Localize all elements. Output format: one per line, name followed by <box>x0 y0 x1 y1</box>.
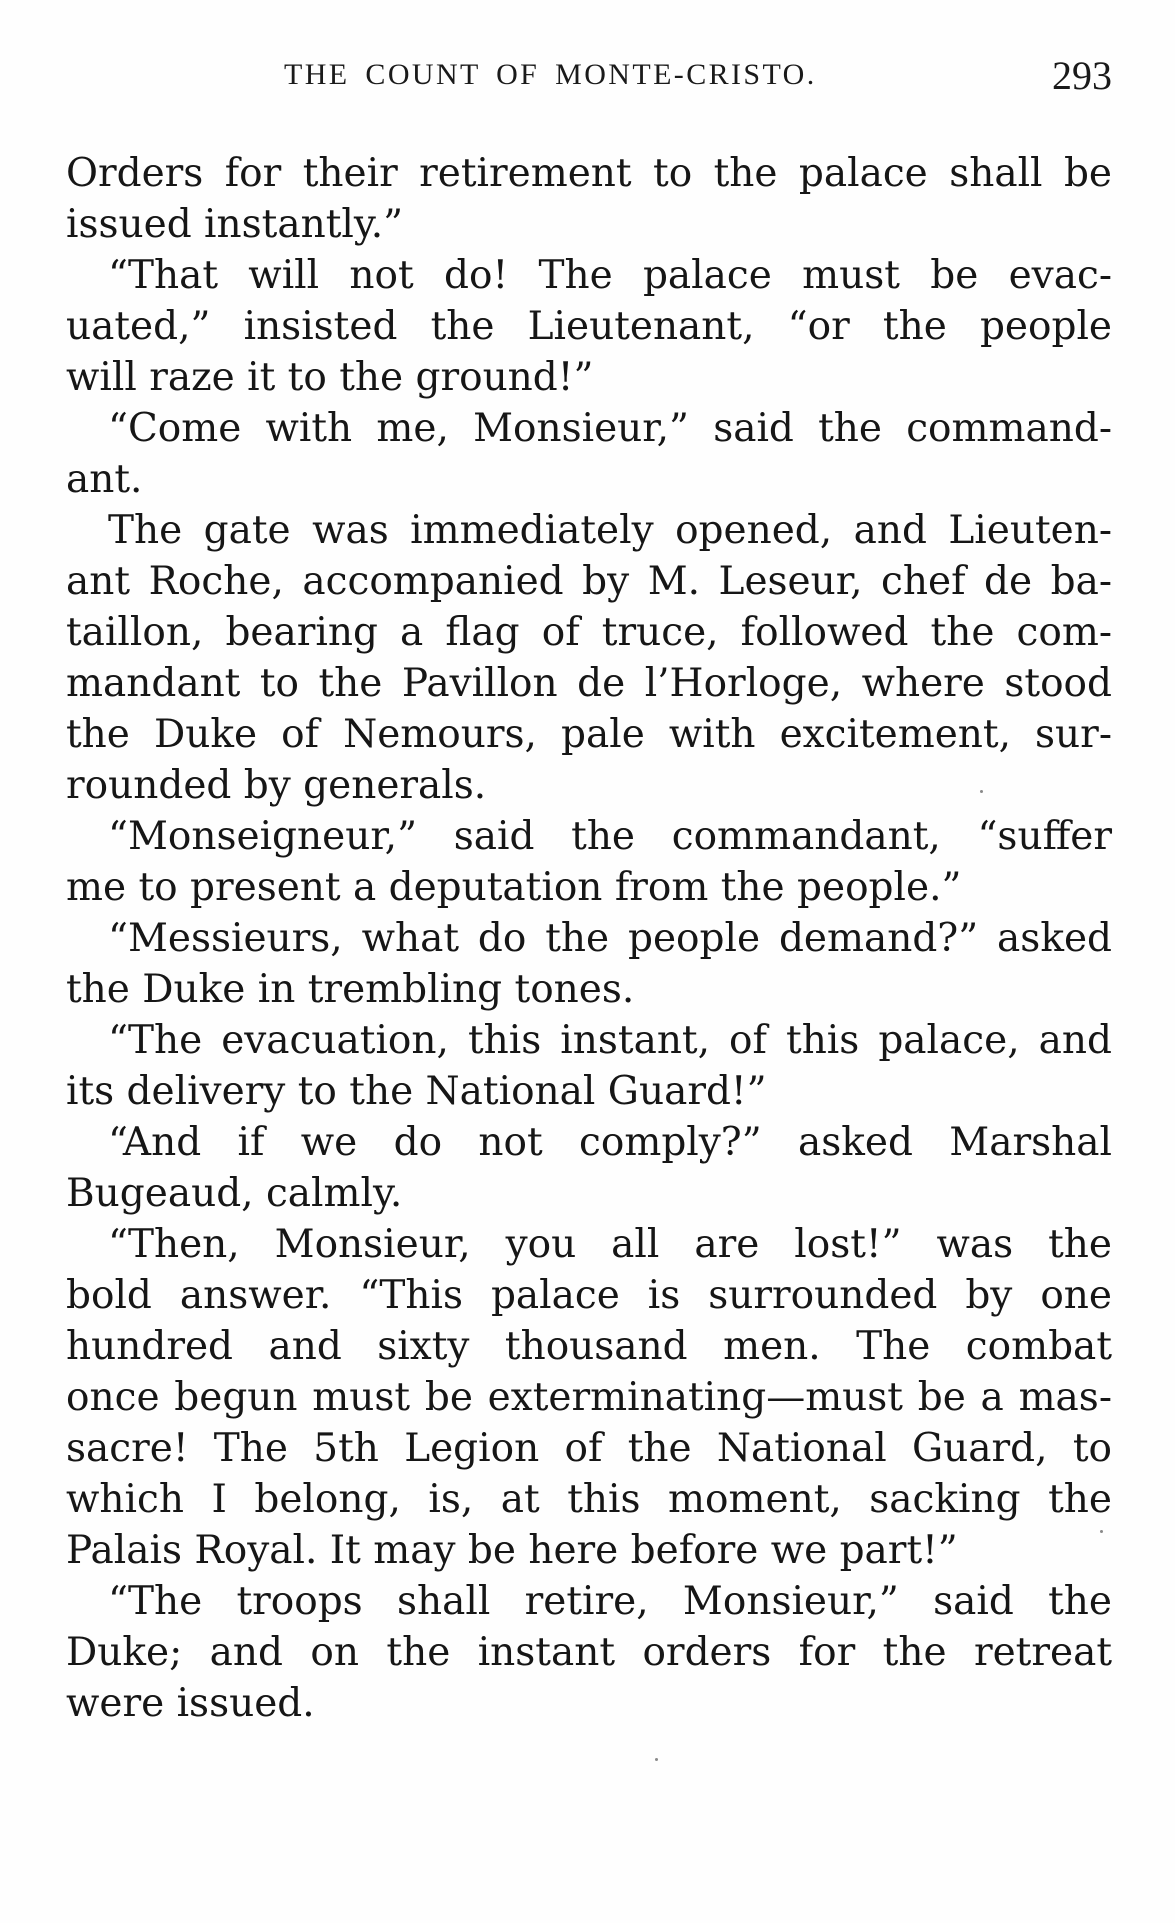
body-text <box>66 148 1112 1729</box>
text-line: the Duke in trembling tones. <box>66 967 635 1012</box>
running-head <box>66 52 1112 102</box>
text-line: “And if we do not comply?” asked Marshal <box>108 1120 1112 1165</box>
text-line: Orders for their retirement to the palace shall be <box>66 151 1112 196</box>
running-title: THE COUNT OF MONTE-CRISTO. <box>284 58 817 91</box>
text-line: “Monseigneur,” said the commandant, “suffer <box>108 814 1112 859</box>
text-line: Duke; and on the instant orders for the retreat <box>66 1630 1112 1675</box>
text-line: will raze it to the ground!” <box>66 355 594 400</box>
text-line: “The evacuation, this instant, of this palace, and <box>108 1018 1112 1063</box>
paper-speck <box>655 1758 658 1761</box>
text-line: issued instantly.” <box>66 202 404 247</box>
text-line: the Duke of Nemours, pale with excitement, sur- <box>66 712 1112 757</box>
text-line: ant Roche, accompanied by M. Leseur, chef de ba- <box>66 559 1112 604</box>
text-line: rounded by generals. <box>66 763 487 808</box>
text-line: me to present a deputation from the people.” <box>66 865 962 910</box>
text-line: mandant to the Pavillon de l’Horloge, where stood <box>66 661 1112 706</box>
text-line: The gate was immediately opened, and Lieuten- <box>108 508 1112 553</box>
text-line: “Come with me, Monsieur,” said the command- <box>108 406 1112 451</box>
text-line: “Then, Monsieur, you all are lost!” was the <box>108 1222 1112 1267</box>
paper-speck <box>1100 1530 1103 1533</box>
text-line: once begun must be exterminating—must be a mas- <box>66 1375 1112 1420</box>
text-line: uated,” insisted the Lieutenant, “or the people <box>66 304 1112 349</box>
text-line: ant. <box>66 457 143 502</box>
text-line: taillon, bearing a flag of truce, followed the com- <box>66 610 1112 655</box>
page-number: 293 <box>1052 53 1112 98</box>
text-line: “That will not do! The palace must be evac- <box>108 253 1112 298</box>
text-line: Palais Royal. It may be here before we part!” <box>66 1528 958 1573</box>
text-line: which I belong, is, at this moment, sacking the <box>66 1477 1112 1522</box>
text-line: were issued. <box>66 1681 315 1726</box>
text-line: Bugeaud, calmly. <box>66 1171 403 1216</box>
text-line: its delivery to the National Guard!” <box>66 1069 767 1114</box>
text-line: sacre! The 5th Legion of the National Guard, to <box>66 1426 1112 1471</box>
text-line: hundred and sixty thousand men. The combat <box>66 1324 1112 1369</box>
text-line: “Messieurs, what do the people demand?” asked <box>108 916 1112 961</box>
text-line: “The troops shall retire, Monsieur,” said the <box>108 1579 1112 1624</box>
paper-speck <box>980 790 983 793</box>
text-line: bold answer. “This palace is surrounded by one <box>66 1273 1112 1318</box>
